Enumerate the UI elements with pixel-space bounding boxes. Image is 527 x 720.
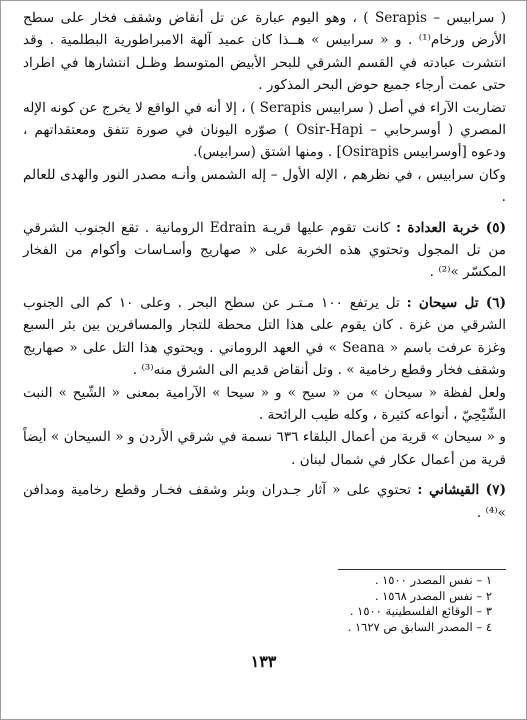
main-text xyxy=(23,7,506,524)
section-tall-sihan xyxy=(23,292,506,382)
section-al-qishani xyxy=(23,479,506,524)
paragraph-sihan-etymology: ولعل لفظة « سيحان » من « سيح » و « سيحا » الآرامية بمعنى « الشّيح » النبت الشّيْحِيّ ، أنواعه كثيرة ، وكله طيب الرائحة . xyxy=(23,384,506,423)
paragraph-serapis-intro: ( سرابيس – Serapis ) ، وهو اليوم عبارة عن تل أنقاض وشقف فخار على سطح الأرض ورخام⁽¹⁾ . و « سرابيس » هــذا كان عميد آلهة الامبراطورية البطلمية . وقد انتشرت عبادته في القسم الشرقي للبحر الأبيض المتوسط وظـل انتشارها في اطراد حتى عمت أرجاء جميع حوض البحر المذكور . xyxy=(23,10,506,94)
paragraph-serapis-origin: تضاربت الآراء في أصل ( سرابيس Serapis ) ، إلا أنه في الواقع لا يخرج عن كونه الإله المصري ( أوسرحابي – Osir-Hapi ) صوّره اليونان في صورة تتفق ومعتقداتهم ، ودعوه [أوسرابيس Osirapis] . ومنها اشتق (سرابيس). xyxy=(23,99,506,161)
section-body: تحتوي على « آثار جـدران وبئر وشقف فخـار وقطع رخامية ومدافن »⁽⁴⁾ . xyxy=(23,482,506,521)
section-body: كانت تقوم عليها قريـة Edrain الرومانية . تقع الجنوب الشرقي من تل المجول وتحتوي هذه الخربة على « صهاريج وأسـاسات وأكوام من الفخار المكسّر »⁽²⁾ . xyxy=(23,219,506,281)
footnotes xyxy=(252,573,492,635)
section-khirbet-al-adada xyxy=(23,217,506,284)
footnote-divider xyxy=(338,569,506,570)
page-number: ١٣٣ xyxy=(250,652,277,671)
section-heading: (٧) القيشاني : xyxy=(417,482,506,499)
footnote-item: ١ – نفس المصدر ١٥٠٠ . xyxy=(374,573,492,587)
section-body: تل يرتفع ١٠٠ مـتـر عن سطح البحر . وعلى ١٠ كم الى الجنوب الشرقي من غزة . كان يقوم على هذا التل محطة للتجار والمسافرين بين بئر السبع وغزة عرفت باسم « Seana » في العهد الروماني . ويحتوي هذا التل على « صهاريج وشقف فخار وقطع رخامية » . وتل أنقاض قديم الى الشرق منه⁽³⁾ . xyxy=(23,294,506,379)
section-heading: (٦) تل سيحان : xyxy=(406,294,506,311)
section-heading: (٥) خربة العدادة : xyxy=(396,219,506,236)
paragraph-sihan-villages: و « سيحان » قرية من أعمال البلقاء ٦٣٦ نسمة في شرقي الأردن و « السيحان » أيضاً قرية من أعمال عكار في شمال لبنان . xyxy=(23,429,506,468)
footnote-item: ٣ – الوقائع الفلسطينية ١٥٠٠ . xyxy=(349,604,492,619)
paragraph-serapis-sun-god: وكان سرابيس ، في نظرهم ، الإله الأول – إله الشمس وأنـه مصدر النور والهدى للعالم . xyxy=(23,166,506,206)
footnote-item: ٤ – المصدر السابق ص ١٦٢٧ . xyxy=(347,619,492,634)
footnote-item: ٢ – نفس المصدر ١٥٦٨ . xyxy=(374,588,492,603)
